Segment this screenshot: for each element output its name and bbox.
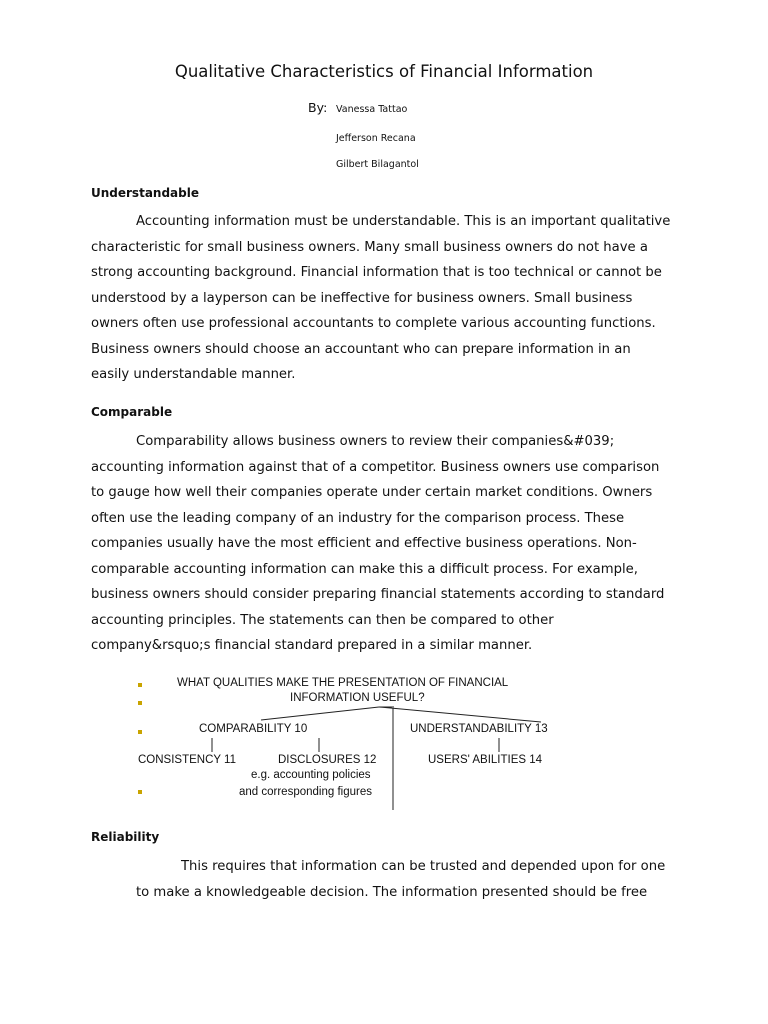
diagram-question-line: INFORMATION USEFUL?: [290, 692, 425, 704]
paragraph-line: to gauge how well their companies operate under certain market conditions. Owners: [91, 485, 653, 500]
paragraph-line: easily understandable manner.: [91, 367, 296, 382]
diagram-example-text: e.g. accounting policies: [251, 769, 371, 781]
paragraph-line: often use the leading company of an industry for the comparison process. These: [91, 511, 625, 526]
author-name: Vanessa Tattao: [336, 104, 408, 115]
paragraph-line: strong accounting background. Financial information that is too technical or cannot be: [91, 265, 662, 280]
diagram-node-understandability: UNDERSTANDABILITY 13: [410, 723, 548, 735]
paragraph-line: Business owners should choose an accountant who can prepare information in an: [91, 342, 631, 357]
paragraph-line: accounting principles. The statements can then be compared to other: [91, 613, 554, 628]
diagram-node-disclosures: DISCLOSURES 12: [278, 754, 377, 766]
by-label: By:: [308, 100, 328, 115]
paragraph-line: Accounting information must be understandable. This is an important qualitative: [136, 214, 671, 229]
section-heading-reliability: Reliability: [91, 830, 160, 844]
section-heading-understandable: Understandable: [91, 186, 199, 200]
section-heading-comparable: Comparable: [91, 405, 173, 419]
paragraph-line: This requires that information can be trusted and depended upon for one: [181, 859, 666, 874]
qualities-diagram: [126, 670, 592, 812]
author-name: Gilbert Bilagantol: [336, 159, 419, 170]
paragraph-line: owners often use professional accountants to complete various accounting functions.: [91, 316, 656, 331]
paragraph-line: company&rsquo;s financial standard prepared in a similar manner.: [91, 638, 533, 653]
paragraph-line: Comparability allows business owners to review their companies&#039;: [136, 434, 615, 449]
paragraph-line: business owners should consider preparing financial statements according to standard: [91, 587, 665, 602]
paragraph-line: to make a knowledgeable decision. The information presented should be free: [136, 885, 648, 900]
diagram-node-comparability: COMPARABILITY 10: [199, 723, 308, 735]
diagram-question-line: WHAT QUALITIES MAKE THE PRESENTATION OF FINANCIAL: [177, 677, 509, 689]
diagram-node-consistency: CONSISTENCY 11: [138, 754, 236, 766]
document-title: Qualitative Characteristics of Financial Information: [174, 62, 594, 81]
diagram-node-users-abilities: USERS' ABILITIES 14: [428, 754, 543, 766]
paragraph-line: accounting information against that of a competitor. Business owners use comparison: [91, 460, 660, 475]
diagram-example-text: and corresponding figures: [239, 786, 372, 798]
paragraph-line: comparable accounting information can make this a difficult process. For example,: [91, 562, 638, 577]
paragraph-line: companies usually have the most efficient and effective business operations. Non-: [91, 536, 637, 551]
paragraph-line: understood by a layperson can be ineffective for business owners. Small business: [91, 291, 633, 306]
author-name: Jefferson Recana: [336, 133, 416, 144]
paragraph-line: characteristic for small business owners. Many small business owners do not have a: [91, 240, 648, 255]
